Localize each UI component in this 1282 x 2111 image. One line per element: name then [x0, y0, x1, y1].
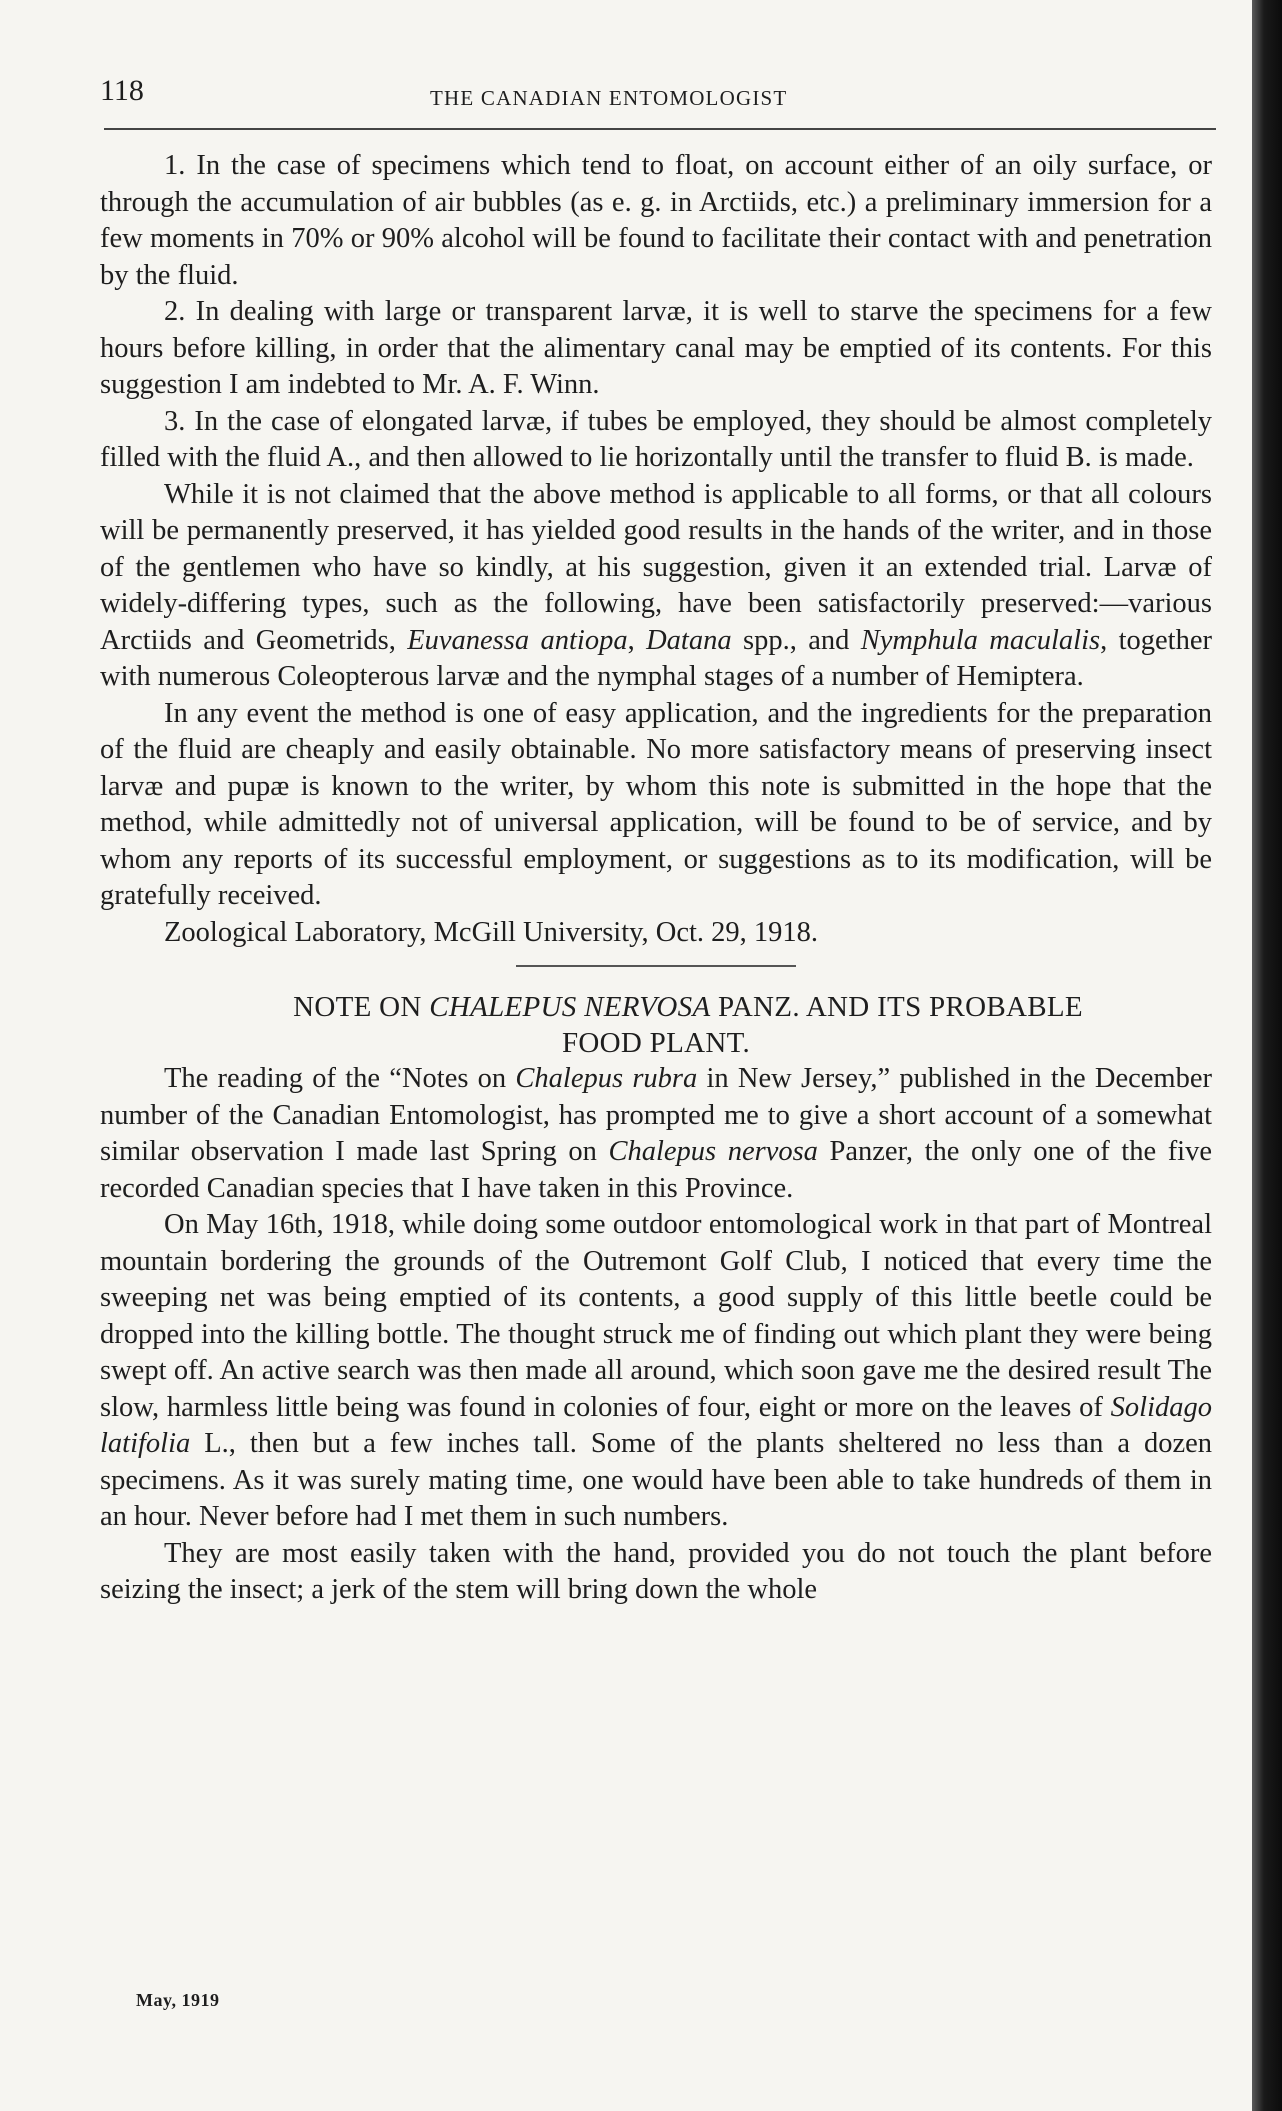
paragraph-1: 1. In the case of specimens which tend to float, on account either of an oily surface, or through the accumulation of air bubbles (as e. g. in Arctiids, etc.) a preliminary immersion for a few moments in 70% or 90% alcohol will be found to facilitate their contact with and penetration by the fluid.	[100, 150, 1212, 291]
paragraph-4-text-c: spp., and	[731, 624, 861, 656]
note-title	[100, 989, 1212, 1061]
paragraph-4-text-a: While it is not claimed that the above method is applicable to all forms, or that all colours will be permanently preserved, it has yielded good results in the hands of the writer, and in those of the gentlemen who have so kindly, at his suggestion, given it an extended trial. Larvæ of widely-differing types, such as the following, have been satisfactorily preserved:—various Arctiids and Geometrids,	[100, 478, 1212, 656]
genus-name-datana: Datana	[646, 624, 732, 656]
species-name-chalepus-rubra: Chalepus rubra	[515, 1063, 698, 1094]
page-number: 118	[100, 74, 144, 107]
footer-date: May, 1919	[136, 1990, 220, 2010]
note-title-text-a: NOTE ON	[293, 991, 430, 1023]
note-title-species: CHALEPUS NERVOSA	[429, 991, 711, 1023]
paragraph-4	[100, 477, 1212, 696]
note-paragraph-2-text-b: L., then but a few inches tall. Some of the plants sheltered no less than a dozen specimens. As it was surely mating time, one would have been able to take hundreds of them in an hour. Never before had I met them in such numbers.	[100, 1428, 1212, 1532]
note-paragraph-1-text-b: in New Jersey,” published in the December number of the Canadian Entomologist, has prompted me to give a short account of a somewhat similar observation I made last Spring on	[100, 1063, 1212, 1167]
species-name-euvanessa: Euvanessa antiopa	[407, 624, 628, 656]
signature-line: Zoological Laboratory, McGill University, Oct. 29, 1918.	[164, 916, 819, 948]
paragraph-2: 2. In dealing with large or transparent larvæ, it is well to starve the specimens for a few hours before killing, in order that the alimentary canal may be emptied of its contents. For this suggestion I am indebted to Mr. A. F. Winn.	[100, 296, 1212, 400]
note-paragraph-1-text-a: The reading of the “Notes on	[164, 1063, 516, 1094]
paragraph-4-text-b: ,	[627, 624, 647, 656]
note-paragraph-2-text-a: On May 16th, 1918, while doing some outdoor entomological work in that part of Montreal mountain bordering the grounds of the Outremont Golf Club, I noticed that every time the sweeping net was being emptied of its contents, a good supply of this little beetle could be dropped into the killing bottle. The thought struck me of finding out which plant they were being swept off. An active search was then made all around, which soon gave me the desired result The slow, harmless little being was found in colonies of four, eight or more on the leaves of	[100, 1209, 1212, 1423]
note-paragraph-1-text-c: Panzer, the only one of the five recorded Canadian species that I have taken in this Province.	[100, 1136, 1212, 1204]
note-paragraph-2	[100, 1207, 1212, 1536]
species-name-nymphula: Nymphula maculalis	[860, 624, 1101, 656]
note-title-text-c: FOOD PLANT.	[561, 1027, 751, 1059]
note-paragraph-1	[100, 1061, 1212, 1207]
paragraph-3: 3. In the case of elongated larvæ, if tubes be employed, they should be almost completely filled with the fluid A., and then allowed to lie horizontally until the transfer to fluid B. is made.	[100, 405, 1212, 473]
header-rule	[104, 128, 1216, 130]
note-title-text-b: PANZ. AND ITS PROBABLE	[710, 991, 1083, 1023]
species-name-solidago: Solidago latifolia	[100, 1391, 1212, 1459]
note-paragraph-3: They are most easily taken with the hand, provided you do not touch the plant before seizing the insect; a jerk of the stem will bring down the whole	[100, 1537, 1212, 1605]
article-body	[100, 148, 1212, 1609]
section-separator	[516, 965, 796, 967]
paragraph-5: In any event the method is one of easy application, and the ingredients for the preparation of the fluid are cheaply and easily obtainable. No more satisfactory means of preserving insect larvæ and pupæ is known to the writer, by whom this note is submitted in the hope that the method, while admittedly not of universal application, will be found to be of service, and by whom any reports of its successful employment, or suggestions as to its modification, will be gratefully received.	[100, 697, 1212, 911]
page-edge-shadow	[1252, 0, 1282, 2111]
species-name-chalepus-nervosa: Chalepus nervosa	[608, 1136, 818, 1167]
running-head: THE CANADIAN ENTOMOLOGIST	[430, 86, 788, 110]
paragraph-4-text-d: , together with numerous Coleopterous larvæ and the nymphal stages of a number of Hemiptera.	[100, 624, 1212, 692]
